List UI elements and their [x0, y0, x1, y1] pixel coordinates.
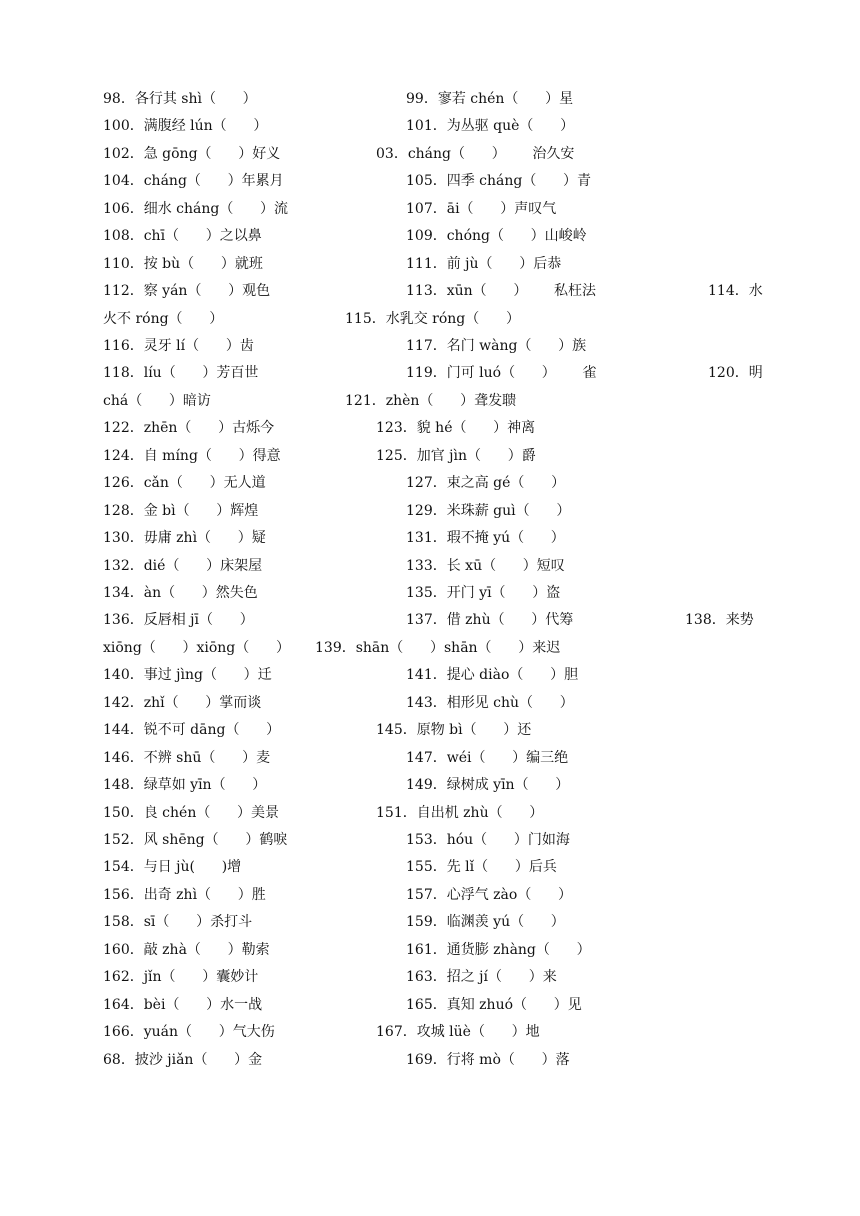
question-item: 121．zhèn（ ）聋发聩 — [345, 393, 517, 409]
worksheet-line — [103, 141, 763, 168]
question-item: 124．自 míng（ ）得意 — [103, 448, 281, 464]
question-item: 161．通货膨 zhàng（ ） — [406, 942, 591, 958]
worksheet-line — [103, 772, 763, 799]
question-item: 167．攻城 lüè（ ）地 — [376, 1024, 540, 1040]
question-item: 139．shān（ ）shān（ ）来迟 — [315, 640, 561, 656]
question-item: 109．chóng（ ）山峻岭 — [406, 228, 587, 244]
question-item: 152．风 shēng（ ）鹤唳 — [103, 832, 288, 848]
question-item: 122．zhēn（ ）古烁今 — [103, 420, 275, 436]
question-item: 163．招之 jí（ ）来 — [406, 969, 557, 985]
worksheet-line — [103, 333, 763, 360]
question-item: 143．相形见 chù（ ） — [406, 695, 574, 711]
worksheet-line — [103, 168, 763, 195]
question-item: 142．zhǐ（ ）掌而谈 — [103, 695, 262, 711]
worksheet-line — [103, 1047, 763, 1074]
question-item: 102．急 gōng（ ）好义 — [103, 146, 281, 162]
worksheet-line — [103, 854, 763, 881]
question-item: 154．与日 jù( )增 — [103, 859, 242, 875]
question-item: 68．披沙 jiǎn（ ）金 — [103, 1052, 263, 1068]
question-item: 155．先 lǐ（ ）后兵 — [406, 859, 557, 875]
question-item: 115．水乳交 róng（ ） — [345, 311, 520, 327]
question-item: 火不 róng（ ） — [103, 311, 224, 327]
question-item: 162．jǐn（ ）囊妙计 — [103, 969, 259, 985]
question-item: 153．hóu（ ）门如海 — [406, 832, 570, 848]
question-item: 148．绿草如 yīn（ ） — [103, 777, 267, 793]
worksheet-line — [103, 443, 763, 470]
question-item: 157．心浮气 zào（ ） — [406, 887, 573, 903]
question-item: 125．加官 jìn（ ）爵 — [376, 448, 536, 464]
worksheet-line — [103, 251, 763, 278]
question-item: 117．名门 wàng（ ）族 — [406, 338, 587, 354]
question-item: 137．借 zhù（ ）代筹 — [406, 612, 574, 628]
question-item: 131．瑕不掩 yú（ ） — [406, 530, 565, 546]
question-item: 127．束之高 gé（ ） — [406, 475, 566, 491]
question-item: 128．金 bì（ ）辉煌 — [103, 503, 259, 519]
question-item: 119．门可 luó（ ） 雀 — [406, 365, 597, 381]
worksheet-line — [103, 306, 763, 333]
worksheet-line — [103, 690, 763, 717]
question-item: 134．àn（ ）然失色 — [103, 585, 258, 601]
worksheet-line — [103, 415, 763, 442]
worksheet-line — [103, 992, 763, 1019]
question-item: 105．四季 cháng（ ）青 — [406, 173, 592, 189]
worksheet-line — [103, 470, 763, 497]
question-item: 160．敲 zhà（ ）勒索 — [103, 942, 270, 958]
question-item: 133．长 xū（ ）短叹 — [406, 558, 565, 574]
worksheet-line — [103, 1019, 763, 1046]
question-item: 169．行将 mò（ ）落 — [406, 1052, 570, 1068]
question-item: 156．出奇 zhì（ ）胜 — [103, 887, 266, 903]
question-item: 116．灵牙 lí（ ）齿 — [103, 338, 254, 354]
question-item: 126．cǎn（ ）无人道 — [103, 475, 266, 491]
question-item: 118．líu（ ）芳百世 — [103, 365, 259, 381]
question-item: 158．sī（ ）杀打斗 — [103, 914, 253, 930]
question-item: 123．貌 hé（ ）神离 — [376, 420, 536, 436]
question-item: 129．米珠薪 guì（ ） — [406, 503, 571, 519]
question-item: 104．cháng（ ）年累月 — [103, 173, 284, 189]
question-item: 110．按 bù（ ）就班 — [103, 256, 263, 272]
question-item: 101．为丛驱 què（ ） — [406, 118, 575, 134]
question-item: 114．水 — [708, 283, 763, 299]
worksheet-line — [103, 607, 763, 634]
question-item: chá（ ）暗访 — [103, 393, 211, 409]
question-item: 107．āi（ ）声叹气 — [406, 201, 557, 217]
question-item: 120．明 — [708, 365, 763, 381]
question-item: 112．察 yán（ ）观色 — [103, 283, 271, 299]
question-item: 165．真知 zhuó（ ）见 — [406, 997, 582, 1013]
question-item: 113．xūn（ ） 私枉法 — [406, 283, 597, 299]
question-item: 159．临渊羡 yú（ ） — [406, 914, 565, 930]
worksheet-line — [103, 937, 763, 964]
worksheet-line — [103, 86, 763, 113]
worksheet-line — [103, 360, 763, 387]
question-item: 150．良 chén（ ）美景 — [103, 805, 280, 821]
question-item: 145．原物 bì（ ）还 — [376, 722, 532, 738]
worksheet-line — [103, 388, 763, 415]
worksheet-line — [103, 800, 763, 827]
question-item: 100．满腹经 lún（ ） — [103, 118, 268, 134]
question-item: 166．yuán（ ）气大伤 — [103, 1024, 275, 1040]
question-item: 147．wéi（ ）编三绝 — [406, 750, 569, 766]
question-item: 98．各行其 shì（ ） — [103, 91, 257, 107]
worksheet-line — [103, 662, 763, 689]
question-item: 144．锐不可 dāng（ ） — [103, 722, 281, 738]
question-item: 111．前 jù（ ）后恭 — [406, 256, 562, 272]
worksheet-line — [103, 909, 763, 936]
worksheet-line — [103, 525, 763, 552]
question-item: 138．来势 — [685, 612, 754, 628]
worksheet-line — [103, 827, 763, 854]
worksheet-line — [103, 717, 763, 744]
question-item: 106．细水 cháng（ ）流 — [103, 201, 289, 217]
question-item: 164．bèi（ ）水一战 — [103, 997, 263, 1013]
worksheet-line — [103, 964, 763, 991]
question-item: 140．事过 jìng（ ）迁 — [103, 667, 272, 683]
worksheet-line — [103, 553, 763, 580]
worksheet-line — [103, 278, 763, 305]
question-item: 136．反唇相 jī（ ） — [103, 612, 254, 628]
question-item: 99．寥若 chén（ ）星 — [406, 91, 574, 107]
worksheet-line — [103, 498, 763, 525]
worksheet-line — [103, 882, 763, 909]
question-item: 108．chī（ ）之以鼻 — [103, 228, 262, 244]
worksheet-line — [103, 580, 763, 607]
question-item: 149．绿树成 yīn（ ） — [406, 777, 570, 793]
worksheet-line — [103, 745, 763, 772]
worksheet-line — [103, 635, 763, 662]
question-item: 141．提心 diào（ ）胆 — [406, 667, 579, 683]
worksheet-line — [103, 223, 763, 250]
question-item: 03．cháng（ ） 治久安 — [376, 146, 575, 162]
worksheet-line — [103, 196, 763, 223]
question-item: 130．毋庸 zhì（ ）疑 — [103, 530, 266, 546]
question-item: xiōng（ ）xiōng（ ） — [103, 640, 290, 656]
question-item: 132．dié（ ）床架屋 — [103, 558, 263, 574]
question-item: 146．不辨 shū（ ）麦 — [103, 750, 271, 766]
question-item: 135．开门 yī（ ）盗 — [406, 585, 561, 601]
question-item: 151．自出机 zhù（ ） — [376, 805, 544, 821]
worksheet-line — [103, 113, 763, 140]
